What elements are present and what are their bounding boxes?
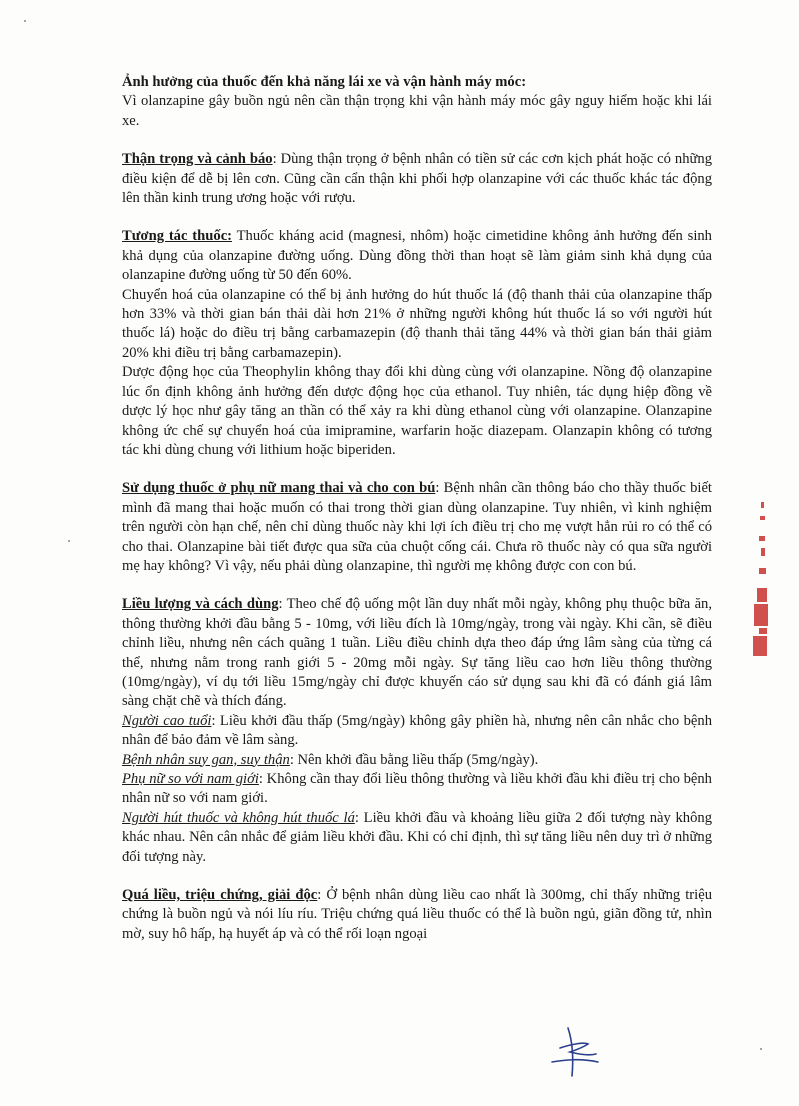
section-lead-text: : Theo chế độ uống một lần duy nhất mỗi ngày, không phụ thuộc bữa ăn, thông thường khởi đầu bằng 5 - 10mg, với liều đích là 10mg/ngày, trong vài ngày. Khi cần, sẽ điều chỉnh liều, nhưng nên cách quãng 1 tuần. Liều điều chỉnh dựa theo đáp ứng lâm sàng của từng cá thể, nhưng nằm trong ranh giới 5 - 20mg mỗi ngày. Sự tăng liều cao hơn liều thông thường (10mg/ngày), ví dụ tới liều 15mg/ngày chỉ được khuyến cáo sử dụng sau khi đã có đánh giá lâm sàng chặt chẽ và thích đáng.: [122, 596, 713, 710]
dosage-item: [122, 809, 712, 867]
section-heading: [122, 73, 712, 92]
dosage-item-label: Bệnh nhân suy gan, suy thận: [122, 751, 290, 768]
dosage-item-label: Phụ nữ so với nam giới: [122, 771, 259, 787]
dosage-item-text: : Liều khởi đầu và khoảng liều giữa 2 đối tượng này không khác nhau. Nên cân nhắc để giảm liều khởi đầu. Khi có chỉ định, thì sự tăng liều nên duy trì ở những đối tượng này.: [122, 809, 712, 865]
section-lead-text: : Dùng thận trọng ở bệnh nhân có tiền sử các cơn kịch phát hoặc có những điều kiện để dễ bị lên cơn. Cũng cần cẩn thận khi phối hợp olanzapine với các thuốc khác tác động lên thần kinh trung ương hoặc với rượu.: [122, 151, 712, 207]
section-title: Ảnh hưởng của thuốc đến khả năng lái xe và vận hành máy móc:: [122, 74, 527, 90]
paragraph: [122, 150, 712, 208]
paragraph: [122, 886, 712, 944]
paragraph: Chuyển hoá của olanzapine có thể bị ảnh hưởng do hút thuốc lá (độ thanh thải của olanzapine thấp hơn 33% và thời gian bán thải dài hơn 21% ở những người không hút thuốc lá so với người hút thuốc lá) hoặc do điều trị bằng carbamazepin (độ thanh thải tăng 44% và thời gian bán thải giảm 20% khi điều trị bằng carbamazepin).: [122, 286, 712, 361]
section-dosage: [122, 595, 712, 867]
dosage-item: [122, 712, 712, 751]
dosage-item: [122, 751, 712, 770]
dosage-item-text: : Không cần thay đổi liều thông thường và liều khởi đầu khi điều trị cho bệnh nhân nữ so với nam giới.: [122, 771, 712, 807]
section-drug-interactions: [122, 227, 712, 460]
section-lead-text: : Ở bệnh nhân dùng liều cao nhất là 300mg, chỉ thấy những triệu chứng là buồn ngủ và nói líu ríu. Triệu chứng quá liều thuốc có thể là buồn ngủ, giãn đồng tử, nhìn mờ, suy hô hấp, hạ huyết áp và có thể rối loạn ngoại: [122, 887, 712, 942]
dosage-item-text: : Liều khởi đầu thấp (5mg/ngày) không gây phiền hà, nhưng nên cân nhắc cho bệnh nhân để bảo đảm về lâm sàng.: [122, 712, 713, 749]
paragraph: Vì olanzapine gây buồn ngủ nên cần thận trọng khi vận hành máy móc gây nguy hiểm hoặc khi lái xe.: [122, 93, 712, 129]
section-title: Liều lượng và cách dùng: [122, 596, 279, 613]
dosage-item: [122, 770, 712, 809]
dosage-item-label: Người cao tuổi: [122, 712, 212, 729]
section-pregnancy: [122, 479, 712, 576]
section-title: Tương tác thuốc:: [122, 228, 233, 245]
paragraph: Dược động học của Theophylin không thay đổi khi dùng cùng với olanzapine. Nồng độ olanzapine lúc ổn định không ảnh hưởng đến dược động học của ethanol. Tuy nhiên, tác dụng hiệp đồng về dược lý học như gây tăng an thần có thể xảy ra khi dùng ethanol cùng với olanzapine. Olanzapine không ức chế sự chuyển hoá của imipramine, warfarin hoặc diazepam. Olanzapin không có tương tác khi dùng chung với lithium hoặc biperiden.: [122, 364, 712, 458]
scan-speck: [68, 540, 70, 542]
dosage-item-text: : Nên khởi đầu bằng liều thấp (5mg/ngày).: [289, 751, 539, 768]
section-lead-text: Thuốc kháng acid (magnesi, nhôm) hoặc cimetidine không ảnh hưởng đến sinh khả dụng của olanzapine đường uống. Dùng đồng thời than hoạt sẽ làm giảm sinh khả dụng của olanzapine đường uống từ 50 đến 60%.: [122, 228, 712, 284]
signature-mark: [538, 1026, 608, 1078]
scan-speck: [760, 1048, 762, 1050]
section-title: Sử dụng thuốc ở phụ nữ mang thai và cho con bú: [122, 480, 436, 497]
paragraph: [122, 479, 712, 576]
section-title: Thận trọng và cảnh báo: [122, 151, 273, 168]
paragraph: [122, 595, 712, 711]
section-precautions: [122, 150, 712, 208]
section-overdose: [122, 886, 712, 944]
dosage-item-label: Người hút thuốc và không hút thuốc lá: [122, 809, 355, 826]
scan-speck: [24, 20, 26, 22]
paragraph: [122, 227, 712, 285]
section-lead-text: : Bệnh nhân cần thông báo cho thầy thuốc biết mình đã mang thai hoặc muốn có thai trong thời gian dùng olanzapine. Tuy nhiên, vì kinh nghiệm trên người còn hạn chế, nên chỉ dùng thuốc này khi lợi ích điều trị cho mẹ vượt hẳn rủi ro có thể có cho thai. Olanzapine bài tiết được qua sữa của chuột cống cái. Chưa rõ thuốc này có qua sữa người mẹ hay không? Vì vậy, nếu phải dùng olanzapine, thì người mẹ không được con con bú.: [122, 480, 712, 574]
red-stamp-mark: [745, 502, 779, 662]
section-title: Quá liều, triệu chứng, giải độc: [122, 887, 318, 904]
document-page: [122, 73, 712, 963]
section-driving-effects: [122, 73, 712, 131]
